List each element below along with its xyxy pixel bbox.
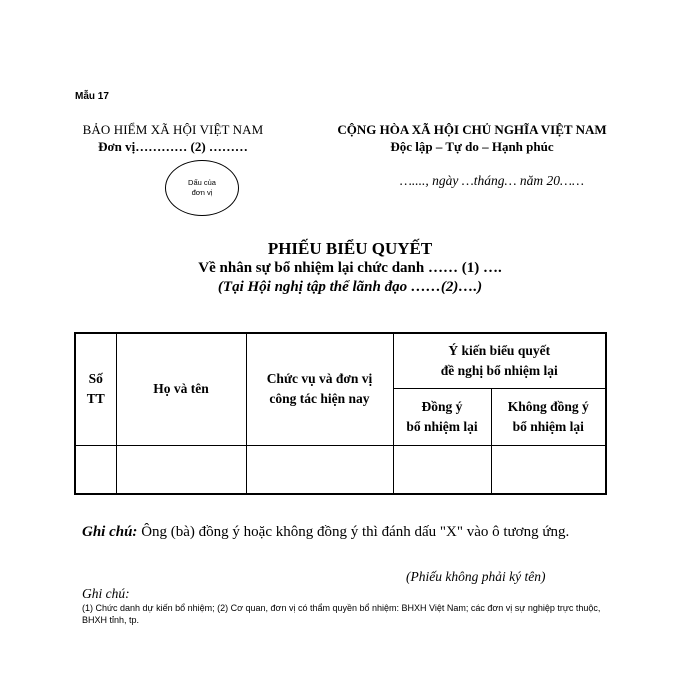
cell-full-name — [116, 445, 246, 494]
header-full-name-label: Họ và tên — [153, 381, 209, 397]
stamp-text-line2: đơn vị — [191, 188, 213, 197]
footnotes-text: (1) Chức danh dự kiến bổ nhiệm; (2) Cơ quan, đơn vị có thẩm quyền bổ nhiệm: BHXH Việt Nam; các đơn vị sự nghiệp trực thuộc, BHXH tỉnh, tp. — [82, 603, 601, 625]
organization-name: BẢO HIỂM XÃ HỘI VIỆT NAM — [82, 122, 264, 137]
stamp-placeholder — [165, 160, 239, 216]
table-row — [75, 445, 606, 494]
voting-table — [74, 332, 607, 495]
no-signature-note: (Phiếu không phải ký tên) — [406, 569, 546, 584]
unit-line: Đơn vị………… (2) ……… — [98, 139, 248, 154]
cell-disagree — [491, 445, 606, 494]
issuing-organization — [62, 121, 284, 155]
document-subtitle: Về nhân sự bổ nhiệm lại chức danh …… (1) …. — [198, 260, 502, 276]
header-stt — [75, 333, 116, 445]
header-position-line2: công tác hiện nay — [269, 391, 370, 407]
header-agree-line1: Đồng ý — [421, 399, 463, 415]
header-full-name — [116, 333, 246, 445]
instruction-note-text: Ông (bà) đồng ý hoặc không đồng ý thì đánh dấu "X" vào ô tương ứng. — [137, 524, 570, 540]
header-position — [246, 333, 393, 445]
stamp-text-line1: Dấu của — [188, 178, 216, 187]
document-title: PHIẾU BIỂU QUYẾT — [267, 239, 433, 258]
national-motto: Độc lập – Tự do – Hạnh phúc — [390, 139, 554, 154]
date-line: …...., ngày …tháng… năm 20…… — [399, 173, 585, 188]
header-vote-line2: đề nghị bổ nhiệm lại — [440, 363, 558, 379]
cell-position — [246, 445, 393, 494]
header-disagree-line1: Không đồng ý — [507, 399, 589, 415]
header-vote-line1: Ý kiến biểu quyết — [448, 343, 551, 359]
header-vote-opinion — [393, 333, 606, 389]
country-name: CỘNG HÒA XÃ HỘI CHỦ NGHĨA VIỆT NAM — [337, 122, 607, 137]
header-position-line1: Chức vụ và đơn vị — [266, 371, 373, 387]
instruction-note — [82, 524, 569, 541]
cell-stt — [75, 445, 116, 494]
form-code: Mẫu 17 — [75, 91, 109, 102]
instruction-note-label: Ghi chú: — [82, 524, 138, 540]
header-disagree — [491, 389, 606, 446]
document-title-block — [100, 238, 600, 297]
national-header — [316, 121, 628, 155]
footnotes-heading: Ghi chú: — [82, 586, 130, 601]
header-stt-line1: Số — [88, 371, 103, 387]
cell-agree — [393, 445, 491, 494]
header-agree — [393, 389, 491, 446]
header-agree-line2: bổ nhiệm lại — [406, 419, 478, 435]
header-disagree-line2: bổ nhiệm lại — [512, 419, 584, 435]
document-context: (Tại Hội nghị tập thể lãnh đạo ……(2)….) — [217, 279, 483, 295]
header-stt-line2: TT — [86, 391, 105, 407]
